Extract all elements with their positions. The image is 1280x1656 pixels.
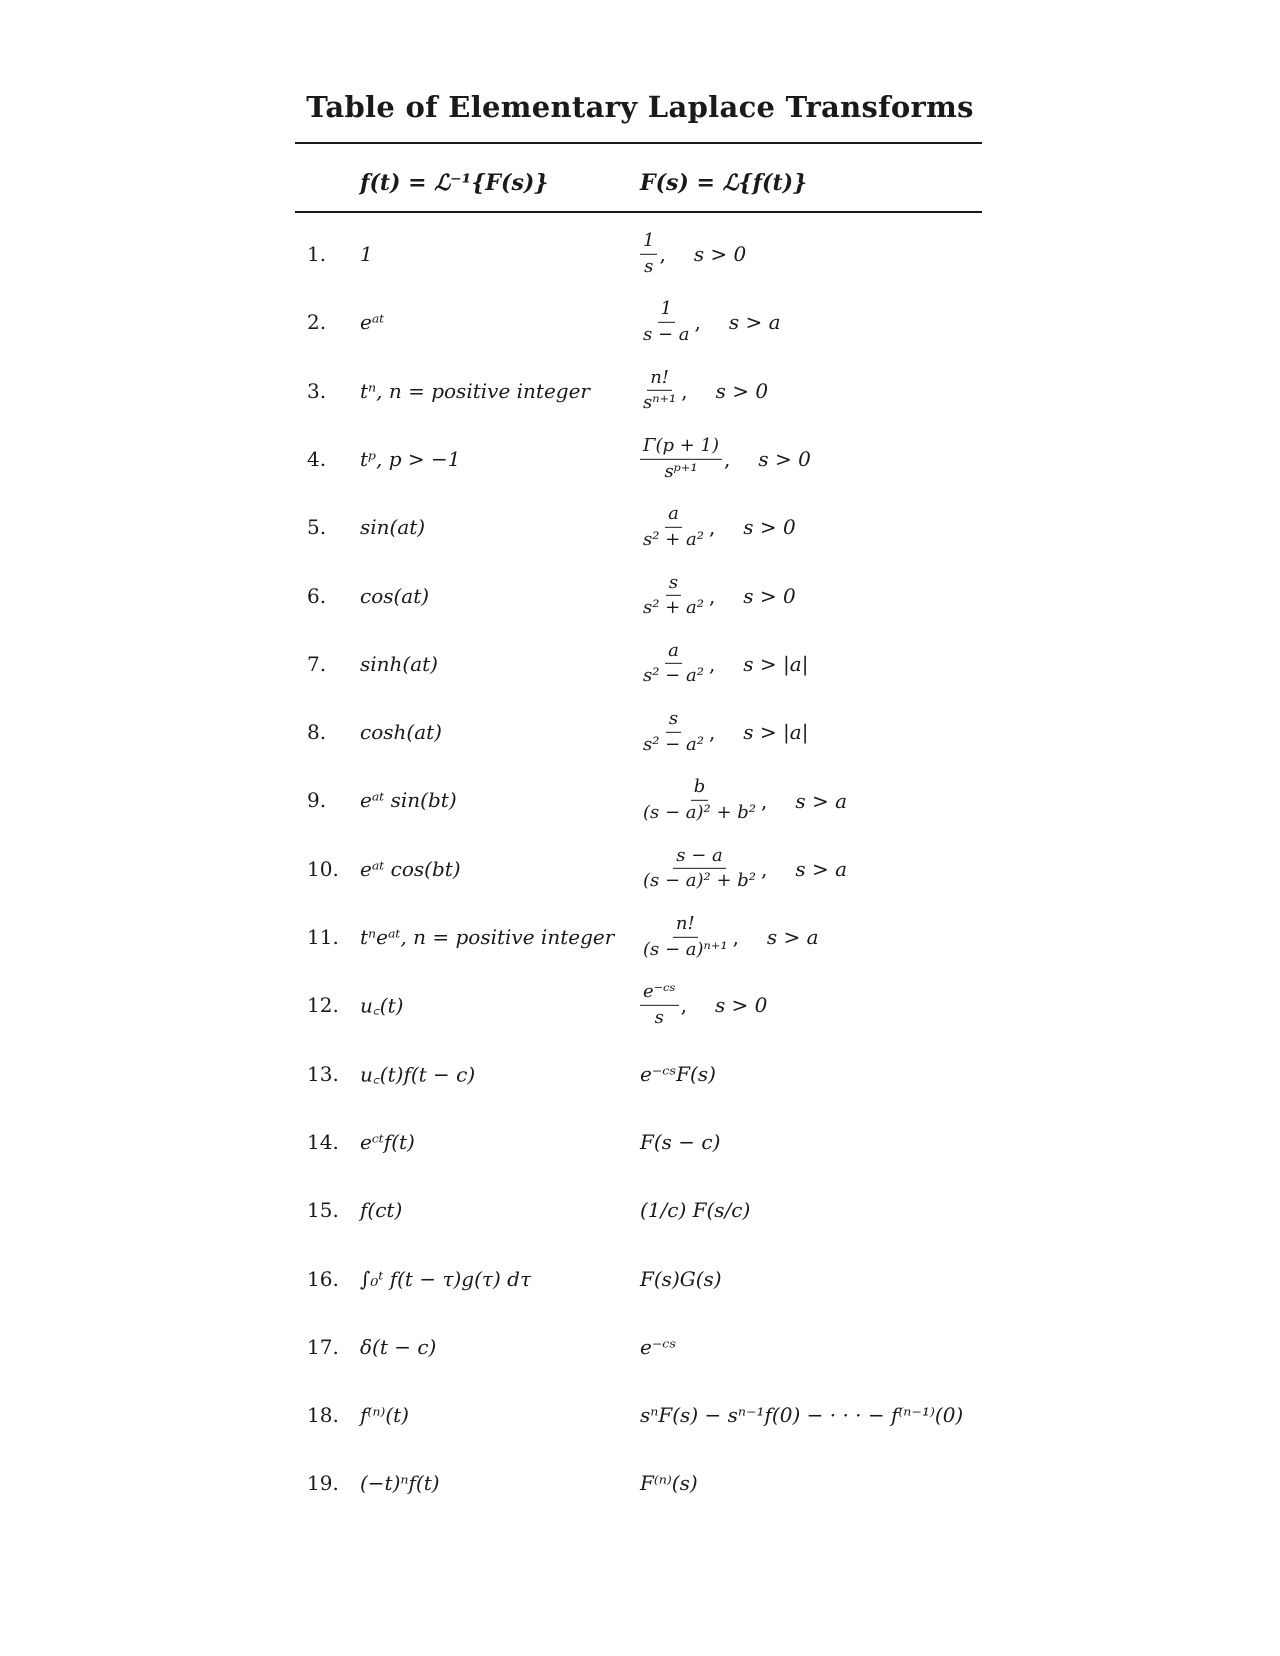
table-row (295, 907, 995, 967)
laplace-transform (640, 504, 796, 550)
fraction-denominator: s² − a² (643, 733, 704, 755)
laplace-transform (640, 572, 796, 618)
laplace-transform (640, 641, 808, 687)
row-number: 11. (307, 925, 339, 949)
separator-comma: , (681, 378, 688, 403)
separator-comma: , (659, 242, 666, 266)
fraction-numerator: s (666, 709, 681, 733)
separator-comma: , (761, 856, 768, 881)
transform-fraction (640, 299, 693, 345)
fraction-numerator: 1 (658, 299, 675, 323)
time-domain-function: cosh(at) (360, 720, 442, 745)
time-domain-function: 1 (360, 242, 373, 266)
table-row (295, 566, 995, 626)
row-number: 3. (307, 378, 327, 403)
convergence-condition: s > 0 (743, 515, 796, 540)
fraction-numerator: b (691, 777, 709, 801)
fraction-numerator: s − a (673, 846, 726, 870)
row-number: 14. (307, 1129, 339, 1154)
separator-comma: , (708, 583, 716, 608)
separator-comma: , (680, 993, 687, 1018)
time-domain-function: δ(t − c) (360, 1334, 437, 1359)
separator-comma: , (708, 515, 716, 540)
transform-fraction (640, 914, 731, 960)
laplace-transform (640, 777, 847, 823)
fraction-denominator: s² + a² (643, 597, 704, 618)
laplace-transform (640, 1198, 750, 1222)
row-number: 12. (307, 993, 339, 1018)
header-transform: F(s) = ℒ{f(t)} (640, 170, 808, 196)
fraction-denominator: (s − a)² + b² (643, 801, 757, 823)
table-row (295, 702, 995, 762)
fraction-numerator: n! (647, 367, 672, 391)
convergence-condition: s > |a| (743, 720, 809, 745)
laplace-transform (640, 982, 767, 1028)
fraction-numerator: e⁻ᶜˢ (640, 982, 679, 1006)
transform-fraction (640, 709, 707, 755)
time-domain-function: sinh(at) (360, 651, 438, 676)
table-row (295, 634, 995, 694)
separator-comma: , (724, 446, 731, 471)
laplace-transform (640, 1471, 698, 1495)
row-number: 10. (307, 856, 339, 881)
header-inverse-transform: f(t) = ℒ⁻¹{F(s)} (360, 170, 549, 196)
fraction-denominator: s² + a² (643, 528, 704, 550)
fraction-numerator: a (665, 504, 682, 528)
laplace-transform (640, 231, 746, 277)
time-domain-function: cos(at) (360, 583, 430, 608)
separator-comma: , (708, 651, 716, 676)
fraction-denominator: (s − a)ⁿ⁺¹ (643, 938, 728, 960)
table-row (295, 292, 995, 352)
laplace-transform (640, 367, 768, 413)
transform-expression: e⁻ᶜˢF(s) (640, 1061, 716, 1086)
laplace-transform (640, 1130, 720, 1154)
time-domain-function: u꜀(t) (360, 993, 404, 1018)
time-domain-function: tⁿ, n = positive integer (360, 378, 590, 403)
table-row (295, 1453, 995, 1513)
row-number: 18. (307, 1403, 339, 1428)
time-domain-function: f⁽ⁿ⁾(t) (360, 1403, 409, 1428)
transform-fraction (640, 504, 707, 550)
convergence-condition: s > 0 (693, 242, 747, 266)
laplace-transform (640, 1403, 963, 1427)
table-row (295, 839, 995, 899)
time-domain-function: eᶜᵗf(t) (360, 1129, 415, 1154)
transform-expression: (1/c) F(s/c) (640, 1198, 751, 1223)
fraction-denominator: sⁿ⁺¹ (643, 392, 677, 414)
separator-comma: , (732, 925, 739, 949)
row-number: 6. (307, 583, 327, 608)
laplace-transform (640, 709, 808, 755)
time-domain-function: eᵃᵗ cos(bt) (360, 856, 461, 881)
fraction-numerator: s (666, 572, 681, 596)
transform-expression: e⁻ᶜˢ (640, 1334, 677, 1359)
table-row (295, 1385, 995, 1445)
convergence-condition: s > a (728, 310, 781, 335)
row-number: 1. (307, 242, 327, 266)
row-number: 2. (307, 310, 327, 335)
row-number: 5. (307, 515, 327, 540)
table-row (295, 1180, 995, 1240)
document-title: Table of Elementary Laplace Transforms (306, 90, 974, 124)
time-domain-function: f(ct) (360, 1198, 403, 1223)
table-row (295, 1044, 995, 1104)
time-domain-function: tⁿeᵃᵗ, n = positive integer (360, 925, 615, 949)
row-number: 15. (307, 1198, 339, 1223)
fraction-denominator: s − a (643, 323, 690, 345)
laplace-transform (640, 914, 819, 960)
table-row (295, 497, 995, 557)
table-row (295, 429, 995, 489)
transform-fraction (640, 777, 759, 823)
time-domain-function: u꜀(t)f(t − c) (360, 1062, 476, 1087)
fraction-numerator: n! (673, 914, 698, 938)
row-number: 17. (307, 1334, 339, 1359)
table-row (295, 1317, 995, 1377)
transform-expression: sⁿF(s) − sⁿ⁻¹f(0) − · · · − f⁽ⁿ⁻¹⁾(0) (640, 1403, 964, 1428)
time-domain-function: tᵖ, p > −1 (360, 446, 461, 471)
fraction-denominator: sᵖ⁺¹ (664, 460, 698, 482)
row-number: 16. (307, 1266, 339, 1291)
convergence-condition: s > 0 (715, 378, 769, 403)
transform-expression: F⁽ⁿ⁾(s) (640, 1471, 698, 1496)
transform-fraction (640, 231, 657, 277)
separator-comma: , (761, 788, 768, 813)
convergence-condition: s > 0 (743, 583, 796, 608)
laplace-transform (640, 1267, 722, 1291)
row-number: 19. (307, 1471, 339, 1496)
table-row (295, 1112, 995, 1172)
table-row (295, 770, 995, 830)
fraction-numerator: a (665, 641, 682, 665)
convergence-condition: s > a (766, 925, 819, 949)
table-row (295, 975, 995, 1035)
convergence-condition: s > |a| (743, 651, 809, 676)
laplace-transform (640, 846, 847, 892)
time-domain-function: eᵃᵗ sin(bt) (360, 788, 457, 813)
row-number: 9. (307, 788, 327, 813)
time-domain-function: ∫₀ᵗ f(t − τ)g(τ) dτ (360, 1266, 532, 1291)
fraction-denominator: s (654, 1006, 664, 1028)
table-row (295, 224, 995, 284)
time-domain-function: sin(at) (360, 515, 426, 540)
transform-expression: F(s − c) (640, 1129, 721, 1154)
separator-comma: , (708, 720, 716, 745)
fraction-denominator: s² − a² (643, 665, 704, 687)
row-number: 8. (307, 720, 327, 745)
transform-fraction (640, 982, 679, 1028)
time-domain-function: (−t)ⁿf(t) (360, 1471, 440, 1496)
fraction-denominator: (s − a)² + b² (643, 870, 757, 892)
laplace-transform (640, 1335, 676, 1359)
laplace-transform (640, 436, 811, 482)
convergence-condition: s > a (795, 856, 848, 881)
transform-fraction (640, 572, 707, 618)
table-row (295, 1249, 995, 1309)
transform-fraction (640, 436, 722, 482)
transform-fraction (640, 846, 759, 892)
fraction-numerator: Γ(p + 1) (640, 436, 722, 460)
transform-fraction (640, 641, 707, 687)
convergence-condition: s > 0 (714, 993, 768, 1018)
laplace-transform (640, 299, 781, 345)
convergence-condition: s > 0 (758, 446, 811, 471)
row-number: 7. (307, 651, 327, 676)
top-rule (295, 142, 982, 144)
convergence-condition: s > a (795, 788, 848, 813)
fraction-denominator: s (644, 255, 654, 277)
laplace-transform (640, 1062, 716, 1086)
transform-expression: F(s)G(s) (640, 1266, 722, 1291)
transform-fraction (640, 367, 679, 413)
table-row (295, 361, 995, 421)
separator-comma: , (694, 310, 701, 335)
time-domain-function: eᵃᵗ (360, 310, 385, 335)
row-number: 4. (307, 446, 327, 471)
row-number: 13. (307, 1061, 339, 1086)
header-rule (295, 211, 982, 213)
fraction-numerator: 1 (640, 231, 657, 255)
